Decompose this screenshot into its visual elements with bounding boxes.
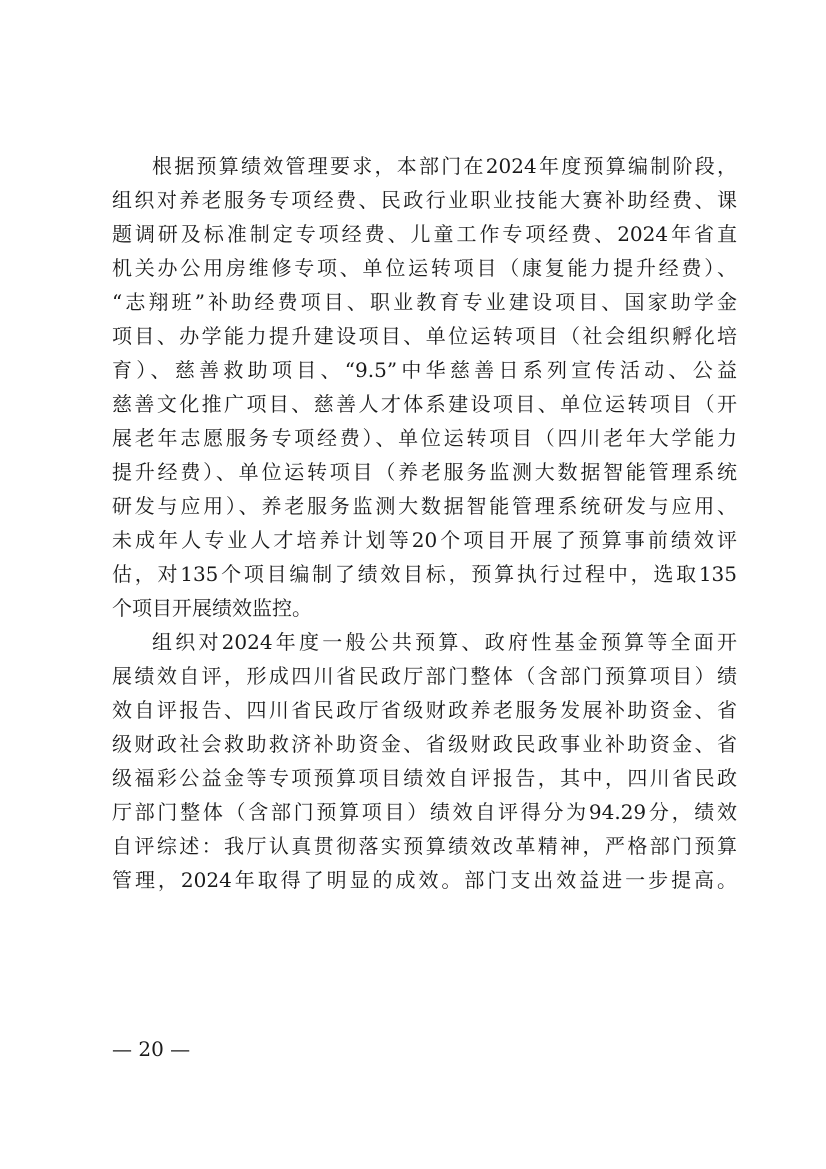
text-line: 慈善文化推广项目、慈善人才体系建设项目、单位运转项目（开 <box>112 392 737 416</box>
page-number: — 20 — <box>112 1037 191 1061</box>
text-line: 估，对135个项目编制了绩效目标，预算执行过程中，选取135 <box>112 562 737 586</box>
document-body <box>112 149 737 897</box>
text-line: 效自评报告、四川省民政厅省级财政养老服务发展补助资金、省 <box>112 698 737 722</box>
text-line: 根据预算绩效管理要求，本部门在2024年度预算编制阶段， <box>152 154 737 178</box>
text-line: 组织对养老服务专项经费、民政行业职业技能大赛补助经费、课 <box>112 188 737 212</box>
text-line: 展绩效自评，形成四川省民政厅部门整体（含部门预算项目）绩 <box>112 664 737 688</box>
paragraph-self-evaluation <box>112 625 737 897</box>
text-line: 育）、慈善救助项目、“9.5”中华慈善日系列宣传活动、公益 <box>112 358 737 382</box>
text-line: 展老年志愿服务专项经费）、单位运转项目（四川老年大学能力 <box>112 426 737 450</box>
text-line: 组织对2024年度一般公共预算、政府性基金预算等全面开 <box>152 630 737 654</box>
text-line: 级福彩公益金等专项预算项目绩效自评报告，其中，四川省民政 <box>112 766 737 790</box>
text-line: 未成年人专业人才培养计划等20个项目开展了预算事前绩效评 <box>112 528 737 552</box>
text-line: 研发与应用）、养老服务监测大数据智能管理系统研发与应用、 <box>112 494 737 518</box>
text-line: 个项目开展绩效监控。 <box>112 596 312 620</box>
text-line: 自评综述：我厅认真贯彻落实预算绩效改革精神，严格部门预算 <box>112 834 737 858</box>
paragraph-budget-evaluation <box>112 149 737 625</box>
text-line: 题调研及标准制定专项经费、儿童工作专项经费、2024年省直 <box>112 222 737 246</box>
text-line: 管理，2024年取得了明显的成效。部门支出效益进一步提高。 <box>112 868 737 892</box>
text-line: 项目、办学能力提升建设项目、单位运转项目（社会组织孵化培 <box>112 324 737 348</box>
text-line: 厅部门整体（含部门预算项目）绩效自评得分为94.29分，绩效 <box>112 800 737 824</box>
text-line: 提升经费）、单位运转项目（养老服务监测大数据智能管理系统 <box>112 460 737 484</box>
text-line: 机关办公用房维修专项、单位运转项目（康复能力提升经费）、 <box>112 256 737 280</box>
text-line: “志翔班”补助经费项目、职业教育专业建设项目、国家助学金 <box>112 290 737 314</box>
text-line: 级财政社会救助救济补助资金、省级财政民政事业补助资金、省 <box>112 732 737 756</box>
